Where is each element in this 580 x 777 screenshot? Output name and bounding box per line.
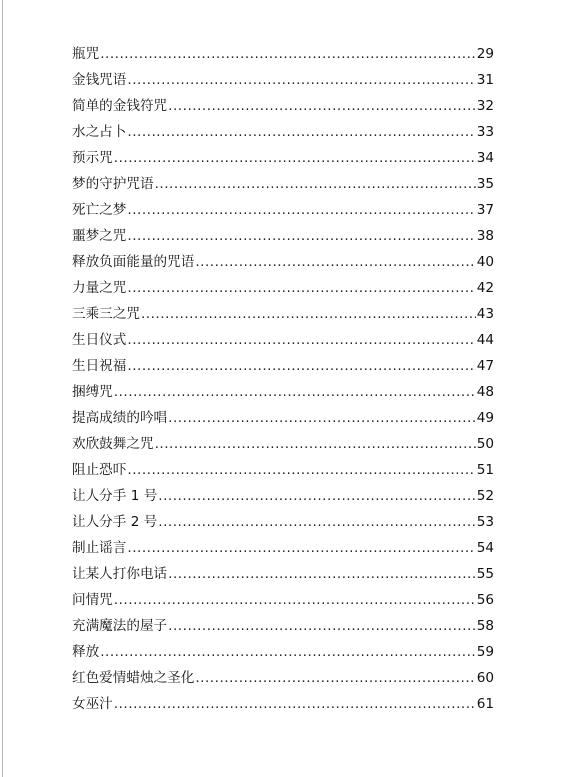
toc-entry-page-number: 61 — [476, 696, 494, 712]
toc-entry-page-number: 49 — [476, 410, 494, 426]
toc-entry-page-number: 38 — [476, 228, 494, 244]
toc-entry-page-number: 35 — [476, 176, 494, 192]
toc-entry-page-number: 50 — [476, 436, 494, 452]
toc-dot-leader — [114, 145, 476, 171]
toc-entry-title: 让某人打你电话 — [72, 566, 168, 582]
toc-entry-title: 捆缚咒 — [72, 384, 113, 400]
toc-dot-leader — [158, 509, 475, 535]
toc-entry[interactable] — [72, 41, 494, 67]
toc-entry[interactable] — [72, 93, 494, 119]
toc-entry-page-number: 31 — [476, 72, 494, 88]
toc-entry-title: 金钱咒语 — [72, 72, 127, 88]
toc-entry-page-number: 37 — [476, 202, 494, 218]
toc-entry-title: 让人分手 2 号 — [72, 514, 158, 530]
toc-entry-title: 死亡之梦 — [72, 202, 127, 218]
toc-dot-leader — [127, 197, 475, 223]
toc-entry[interactable] — [72, 457, 494, 483]
toc-dot-leader — [127, 457, 475, 483]
toc-entry-title: 力量之咒 — [72, 280, 127, 296]
toc-entry-page-number: 58 — [476, 618, 494, 634]
toc-entry[interactable] — [72, 587, 494, 613]
toc-entry[interactable] — [72, 145, 494, 171]
toc-entry-title: 阻止恐吓 — [72, 462, 127, 478]
toc-entry[interactable] — [72, 535, 494, 561]
toc-entry-page-number: 48 — [476, 384, 494, 400]
toc-entry-page-number: 60 — [476, 670, 494, 686]
toc-entry[interactable] — [72, 119, 494, 145]
toc-entry-page-number: 55 — [476, 566, 494, 582]
toc-entry[interactable] — [72, 483, 494, 509]
toc-entry[interactable] — [72, 275, 494, 301]
toc-dot-leader — [141, 301, 476, 327]
toc-entry-page-number: 53 — [476, 514, 494, 530]
toc-entry-title: 释放 — [72, 644, 100, 660]
toc-entry-page-number: 56 — [476, 592, 494, 608]
toc-entry-title: 制止谣言 — [72, 540, 127, 556]
toc-entry-title: 释放负面能量的咒语 — [72, 254, 195, 270]
toc-dot-leader — [114, 379, 476, 405]
toc-entry-page-number: 51 — [476, 462, 494, 478]
page-left-border — [2, 0, 3, 777]
toc-dot-leader — [127, 535, 475, 561]
toc-entry-title: 瓶咒 — [72, 46, 100, 62]
toc-entry[interactable] — [72, 197, 494, 223]
toc-entry-page-number: 44 — [476, 332, 494, 348]
toc-entry[interactable] — [72, 223, 494, 249]
toc-dot-leader — [195, 665, 475, 691]
toc-entry[interactable] — [72, 67, 494, 93]
toc-entry-page-number: 33 — [476, 124, 494, 140]
toc-entry[interactable] — [72, 327, 494, 353]
toc-entry[interactable] — [72, 405, 494, 431]
toc-dot-leader — [127, 223, 475, 249]
toc-entry[interactable] — [72, 171, 494, 197]
toc-entry[interactable] — [72, 301, 494, 327]
toc-entry-title: 问情咒 — [72, 592, 113, 608]
toc-dot-leader — [127, 67, 475, 93]
toc-entry-title: 女巫汁 — [72, 696, 113, 712]
toc-dot-leader — [114, 691, 476, 717]
toc-entry-title: 预示咒 — [72, 150, 113, 166]
toc-entry-title: 让人分手 1 号 — [72, 488, 158, 504]
toc-entry[interactable] — [72, 379, 494, 405]
toc-dot-leader — [127, 353, 475, 379]
toc-dot-leader — [158, 483, 475, 509]
toc-dot-leader — [100, 639, 476, 665]
toc-dot-leader — [155, 171, 476, 197]
toc-entry[interactable] — [72, 561, 494, 587]
toc-dot-leader — [168, 613, 476, 639]
toc-entry-page-number: 29 — [476, 46, 494, 62]
toc-dot-leader — [155, 431, 476, 457]
toc-dot-leader — [127, 327, 475, 353]
toc-entry-title: 生日祝福 — [72, 358, 127, 374]
toc-entry-title: 噩梦之咒 — [72, 228, 127, 244]
toc-entry-page-number: 32 — [476, 98, 494, 114]
toc-dot-leader — [114, 587, 476, 613]
toc-entry[interactable] — [72, 665, 494, 691]
toc-entry-page-number: 42 — [476, 280, 494, 296]
toc-entry-title: 梦的守护咒语 — [72, 176, 154, 192]
toc-dot-leader — [127, 119, 475, 145]
toc-entry-page-number: 34 — [476, 150, 494, 166]
toc-entry[interactable] — [72, 613, 494, 639]
toc-entry-title: 水之占卜 — [72, 124, 127, 140]
toc-entry-title: 提高成绩的吟唱 — [72, 410, 168, 426]
toc-entry-page-number: 43 — [476, 306, 494, 322]
toc-dot-leader — [100, 41, 476, 67]
toc-entry-page-number: 52 — [476, 488, 494, 504]
toc-entry-title: 充满魔法的屋子 — [72, 618, 168, 634]
toc-entry-title: 红色爱情蜡烛之圣化 — [72, 670, 195, 686]
toc-entry[interactable] — [72, 691, 494, 717]
toc-entry-page-number: 59 — [476, 644, 494, 660]
toc-entry-page-number: 47 — [476, 358, 494, 374]
toc-entry[interactable] — [72, 353, 494, 379]
toc-entry[interactable] — [72, 431, 494, 457]
toc-entry-title: 欢欣鼓舞之咒 — [72, 436, 154, 452]
toc-entry[interactable] — [72, 509, 494, 535]
toc-dot-leader — [168, 561, 476, 587]
toc-entry-title: 三乘三之咒 — [72, 306, 140, 322]
toc-dot-leader — [127, 275, 475, 301]
toc-dot-leader — [195, 249, 475, 275]
table-of-contents — [72, 41, 494, 717]
toc-entry-page-number: 54 — [476, 540, 494, 556]
toc-entry-title: 简单的金钱符咒 — [72, 98, 168, 114]
toc-entry[interactable] — [72, 249, 494, 275]
toc-entry-page-number: 40 — [476, 254, 494, 270]
toc-dot-leader — [168, 93, 476, 119]
toc-entry[interactable] — [72, 639, 494, 665]
toc-dot-leader — [168, 405, 476, 431]
toc-entry-title: 生日仪式 — [72, 332, 127, 348]
